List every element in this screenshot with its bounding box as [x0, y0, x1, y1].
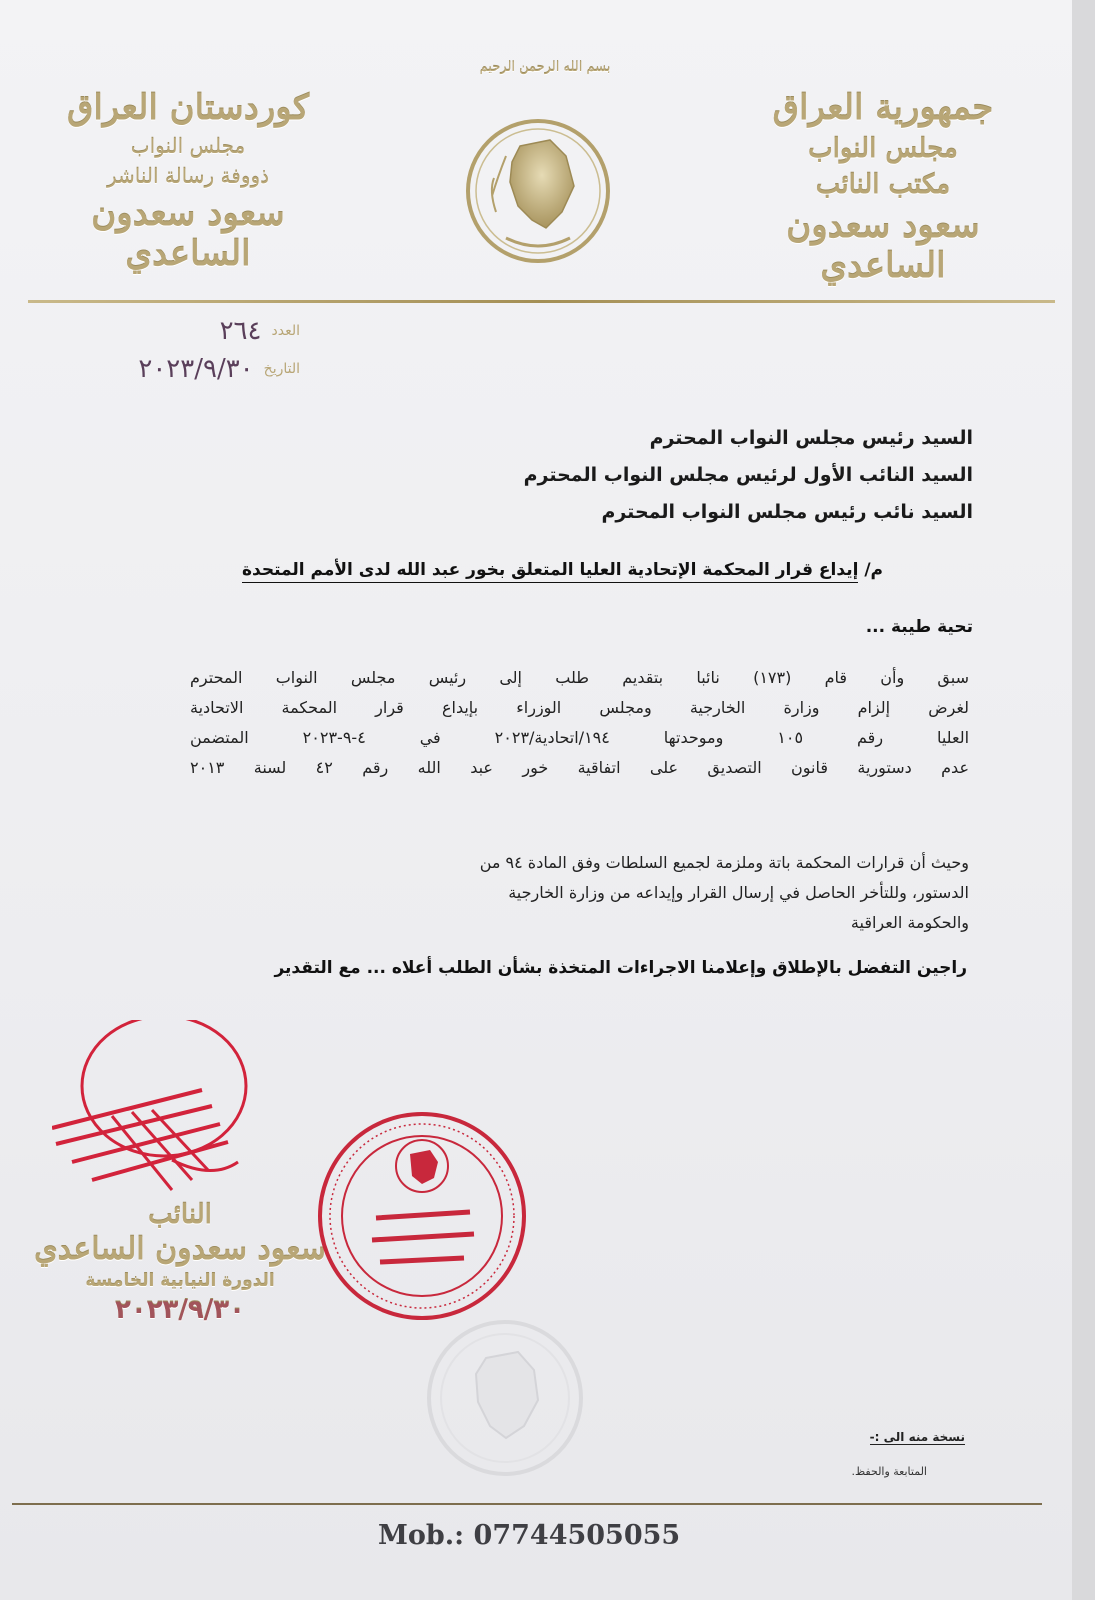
paragraph-1-line: العليا رقم ١٠٥ وموحدتها ١٩٤/اتحادية/٢٠٢٣ في ٤-٩-٢٠٢٣ المتضمن [190, 728, 970, 747]
paragraph-2 [190, 848, 969, 938]
paragraph-2-line: الدستور، وللتأخر الحاصل في إرسال القرار وإيداعه من وزارة الخارجية [508, 883, 969, 902]
letterhead-left [48, 82, 328, 280]
basmala: بسم الله الرحمن الرحيم [479, 60, 611, 75]
signature-block [30, 1200, 330, 1325]
signature-date: ٢٠٢٣/٩/٣٠ [114, 1295, 246, 1325]
date-value: ٢٠٢٣/٩/٣٠ [138, 354, 254, 384]
embossed-seal-icon [420, 1318, 590, 1478]
letterhead-right [733, 82, 1033, 292]
letterhead-left-line1: كوردستان العراق [66, 88, 310, 128]
signature-term: الدورة النيابية الخامسة [85, 1271, 275, 1291]
copy-to-label [870, 1430, 965, 1444]
letterhead-left-line4: سعود سعدون الساعدي [91, 194, 285, 274]
closing-line: راجين التفضل بالإطلاق وإعلامنا الاجراءات المتخذة بشأن الطلب أعلاه ... مع التقدير [274, 958, 967, 978]
paragraph-1-line: سبق وأن قام (١٧٣) نائبا بتقديم طلب إلى رئيس مجلس النواب المحترم [190, 668, 969, 687]
subject-text: إيداع قرار المحكمة الإتحادية العليا المتعلق بخور عبد الله لدى الأمم المتحدة [242, 560, 858, 583]
addressees [524, 420, 973, 531]
copy-to-item: المتابعة والحفظ. [851, 1465, 927, 1478]
addressee-2: السيد النائب الأول لرئيس مجلس النواب المحترم [523, 464, 973, 486]
letterhead-office: مكتب النائب [815, 170, 951, 200]
page-edge [1072, 0, 1095, 1600]
reference-block [60, 316, 300, 392]
office-stamp-icon [314, 1108, 530, 1324]
letterhead-council: مجلس النواب [808, 134, 958, 164]
paragraph-1-line: لغرض إلزام وزارة الخارجية ومجلس الوزراء بإيداع قرار المحكمة الاتحادية [190, 698, 969, 717]
letterhead-mp-name: سعود سعدون الساعدي [786, 206, 980, 286]
greeting: تحية طيبة ... [865, 617, 973, 637]
signature-name: سعود سعدون الساعدي [34, 1232, 326, 1267]
parliament-emblem-icon [462, 116, 614, 266]
header-divider [28, 300, 1055, 303]
subject-prefix: م/ [864, 560, 883, 580]
paragraph-2-line: والحكومة العراقية [850, 913, 969, 932]
letterhead-country: جمهورية العراق [772, 88, 994, 128]
footer-divider [12, 1503, 1042, 1505]
ref-label: العدد [271, 323, 300, 339]
date-label: التاريخ [263, 361, 300, 377]
letterhead-left-line2: مجلس النواب [130, 134, 246, 158]
footer-mobile: Mob.: 07744505055 [378, 1520, 681, 1551]
letterhead-left-line3: ذووفة رسالة الناشر [106, 164, 270, 188]
paragraph-1-line: عدم دستورية قانون التصديق على اتفاقية خور عبد الله رقم ٤٢ لسنة ٢٠١٣ [190, 758, 969, 777]
subject-line [242, 560, 883, 580]
signature-title: النائب [148, 1200, 212, 1230]
ref-number: ٢٦٤ [219, 316, 262, 346]
paragraph-2-line: وحيث أن قرارات المحكمة باتة وملزمة لجميع السلطات وفق المادة ٩٤ من [479, 853, 969, 872]
paragraph-1 [190, 663, 969, 783]
copy-to-text: نسخة منه الى :- [869, 1430, 965, 1444]
addressee-3: السيد نائب رئيس مجلس النواب المحترم [601, 501, 973, 523]
addressee-1: السيد رئيس مجلس النواب المحترم [649, 427, 973, 449]
